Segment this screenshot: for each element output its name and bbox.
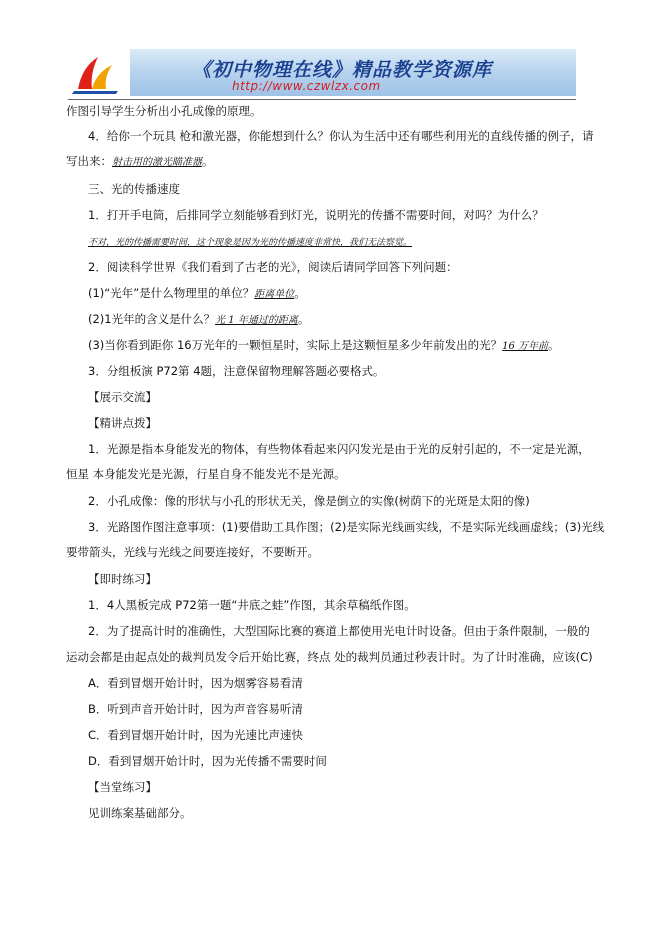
question-text: (2)1光年的含义是什么？ xyxy=(88,312,216,326)
text-line: 作图引导学生分析出小孔成像的原理。 xyxy=(66,104,262,118)
point-1: 1．光源是指本身能发光的物体，有些物体看起来闪闪发光是由于光的反射引起的，不一定是光源， xyxy=(88,442,590,456)
question-1: 1．打开手电筒，后排同学立刻能够看到灯光，说明光的传播不需要时间，对吗？为什么？ xyxy=(88,208,544,222)
question-2-1 xyxy=(88,286,306,302)
question-text: (3)当你看到距你 16万光年的一颗恒星时，实际上是这颗恒星多少年前发出的光？ xyxy=(88,338,503,352)
classwork-text: 见训练案基础部分。 xyxy=(88,806,192,820)
punct: 。 xyxy=(294,286,306,300)
practice-2: 2．为了提高计时的准确性，大型国际比赛的赛道上都使用光电计时设备。但由于条件限制，一般的 xyxy=(88,624,590,638)
question-4: 4．给你一个玩具 枪和激光器，你能想到什么？你认为生活中还有哪些利用光的直线传播的例子，请 xyxy=(88,129,594,143)
point-3-cont: 要带箭头，光线与光线之间要连接好，不要断开。 xyxy=(66,545,319,559)
question-text: (1)“光年”是什么物理里的单位？ xyxy=(88,286,255,300)
section-label-practice: 【即时练习】 xyxy=(88,572,157,586)
point-2: 2．小孔成像：像的形状与小孔的形状无关，像是倒立的实像(树荫下的光斑是太阳的像) xyxy=(88,494,530,508)
practice-1: 1．4人黑板完成 P72第一题“井底之蛙”作图，其余草稿纸作图。 xyxy=(88,598,416,612)
question-2-2 xyxy=(88,312,309,328)
handwritten-answer: 光 1 年通过的距离 xyxy=(215,315,298,326)
practice-2-cont: 运动会都是由起点处的裁判员发令后开始比赛，终点 处的裁判员通过秒表计时。为了计时准确，应该(C) xyxy=(66,650,593,664)
option-a: A．看到冒烟开始计时，因为烟雾容易看清 xyxy=(88,676,303,690)
option-c: C．看到冒烟开始计时，因为光速比声速快 xyxy=(88,728,304,742)
option-d: D．看到冒烟开始计时，因为光传播不需要时间 xyxy=(88,754,327,768)
question-4-answer-line xyxy=(66,154,214,170)
section-label-show: 【展示交流】 xyxy=(88,390,157,404)
header-banner xyxy=(68,49,576,96)
site-url[interactable]: http://www.czwlzx.com xyxy=(232,79,381,93)
handwritten-answer: 16 万年前 xyxy=(502,341,548,352)
question-1-answer xyxy=(88,234,412,251)
handwritten-answer: 不对，光的传播需要时间，这个现象是因为光的传播速度非常快，我们无法察觉。 xyxy=(88,238,413,248)
point-3: 3．光路图作图注意事项：(1)要借助工具作图；(2)是实际光线画实线，不是实际光线画虚线；(3)光线 xyxy=(88,520,605,534)
question-2: 2．阅读科学世界《我们看到了古老的光》，阅读后请同学回答下列问题： xyxy=(88,260,458,274)
site-logo-icon xyxy=(68,49,130,96)
question-2-3 xyxy=(88,338,559,354)
answer-prefix: 写出来： xyxy=(66,154,112,168)
section-label-classwork: 【当堂练习】 xyxy=(88,780,157,794)
header-divider xyxy=(68,99,576,100)
section-label-explain: 【精讲点拨】 xyxy=(88,416,157,430)
punct: 。 xyxy=(202,154,214,168)
point-1-cont: 恒星 本身能发光是光源，行星自身不能发光不是光源。 xyxy=(66,467,346,481)
option-b: B．听到声音开始计时，因为声音容易听清 xyxy=(88,702,303,716)
punct: 。 xyxy=(547,338,560,352)
site-title: 《初中物理在线》精品教学资源库 xyxy=(192,59,493,81)
handwritten-answer: 距离单位 xyxy=(254,289,295,300)
punct: 。 xyxy=(297,312,310,326)
handwritten-answer: 射击用的激光瞄准器 xyxy=(112,157,202,168)
question-3: 3．分组板演 P72第 4题，注意保留物理解答题必要格式。 xyxy=(88,364,385,378)
section-heading: 三、光的传播速度 xyxy=(88,182,180,196)
